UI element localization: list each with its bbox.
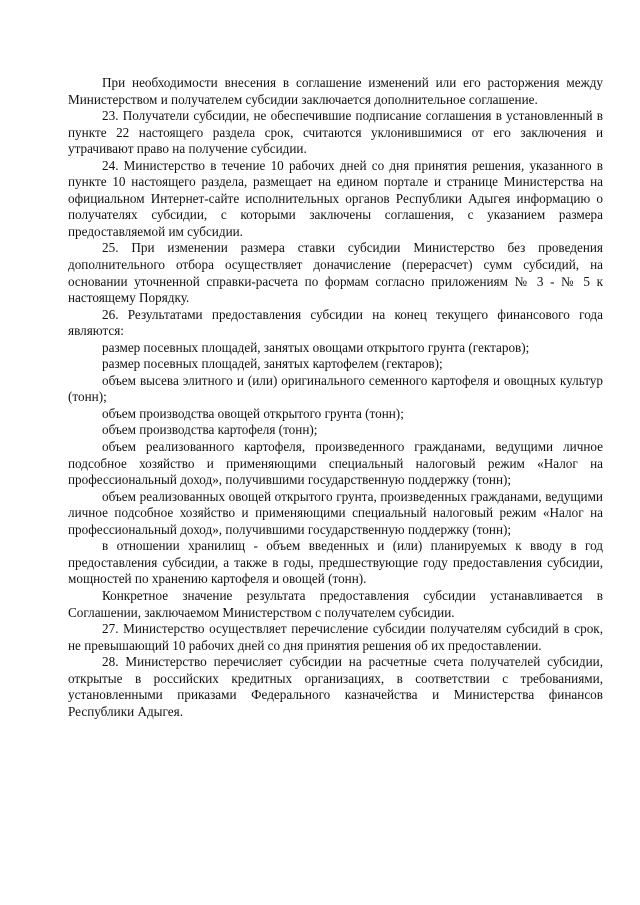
result-item-vegetable-production: объем производства овощей открытого грунта (тонн); bbox=[102, 405, 404, 421]
paragraph-25: 25. При изменении размера ставки субсидии Министерство без проведения дополнительного отбора осуществляет доначисление (перерасчет) сумм субсидий, на основании уточненной справки-расчета по формам согласно приложениям № 3 - № 5 к настоящему Порядку. bbox=[68, 240, 603, 306]
paragraph-27: 27. Министерство осуществляет перечисление субсидии получателям субсидий в срок, не превышающий 10 рабочих дней со дня принятия решения об их предоставлении. bbox=[68, 621, 603, 653]
paragraph-amendment-agreement: При необходимости внесения в соглашение изменений или его расторжения между Министерством и получателем субсидии заключается дополнительное соглашение. bbox=[68, 75, 603, 107]
result-item-vegetable-sales: объем реализованных овощей открытого грунта, произведенных гражданами, ведущими личное подсобное хозяйство и применяющими специальный налоговый режим «Налог на профессиональный доход», получившими государственную поддержку (тонн); bbox=[68, 488, 603, 537]
paragraph-28: 28. Министерство перечисляет субсидии на расчетные счета получателей субсидии, открытые в российских кредитных организациях, в соответствии с требованиями, установленными приказами Федерального казначейства и Министерства финансов Республики Адыгея. bbox=[68, 654, 603, 719]
paragraph-23: 23. Получатели субсидии, не обеспечившие подписание соглашения в установленный в пункте 22 настоящего раздела срок, считаются уклонившимися от его заключения и утрачивают право на получение субсидии. bbox=[68, 108, 603, 157]
result-item-storage-capacity: в отношении хранилищ - объем введенных и (или) планируемых к вводу в год предоставления субсидии, а также в годы, предшествующие году предоставления субсидии, мощностей по хранению картофеля и овощей (тонн). bbox=[68, 538, 603, 587]
result-item-seed-volume: объем высева элитного и (или) оригинального семенного картофеля и овощных культур (тонн); bbox=[68, 372, 603, 405]
result-item-potato-production: объем производства картофеля (тонн); bbox=[102, 422, 318, 438]
result-item-potato-sales: объем реализованного картофеля, произведенного гражданами, ведущими личное подсобное хозяйство и применяющими специальный налоговый режим «Налог на профессиональный доход», получившими государственную поддержку (тонн); bbox=[68, 439, 603, 488]
result-item-potato-area: размер посевных площадей, занятых картофелем (гектаров); bbox=[102, 356, 443, 372]
result-item-vegetable-area: размер посевных площадей, занятых овощами открытого грунта (гектаров); bbox=[102, 339, 530, 355]
document-body bbox=[68, 75, 603, 720]
paragraph-24: 24. Министерство в течение 10 рабочих дней со дня принятия решения, указанного в пункте 10 настоящего раздела, размещает на едином портале и странице Министерства на официальном Интернет-сайте исполнительных органов Республики Адыгея информацию о получателях субсидии, с которыми заключены соглашения, с указанием размера предоставляемой им субсидии. bbox=[68, 157, 603, 239]
paragraph-result-value: Конкретное значение результата предоставления субсидии устанавливается в Соглашении, заключаемом Министерством с получателем субсидии. bbox=[68, 587, 603, 620]
paragraph-26: 26. Результатами предоставления субсидии на конец текущего финансового года являются: bbox=[68, 306, 603, 339]
